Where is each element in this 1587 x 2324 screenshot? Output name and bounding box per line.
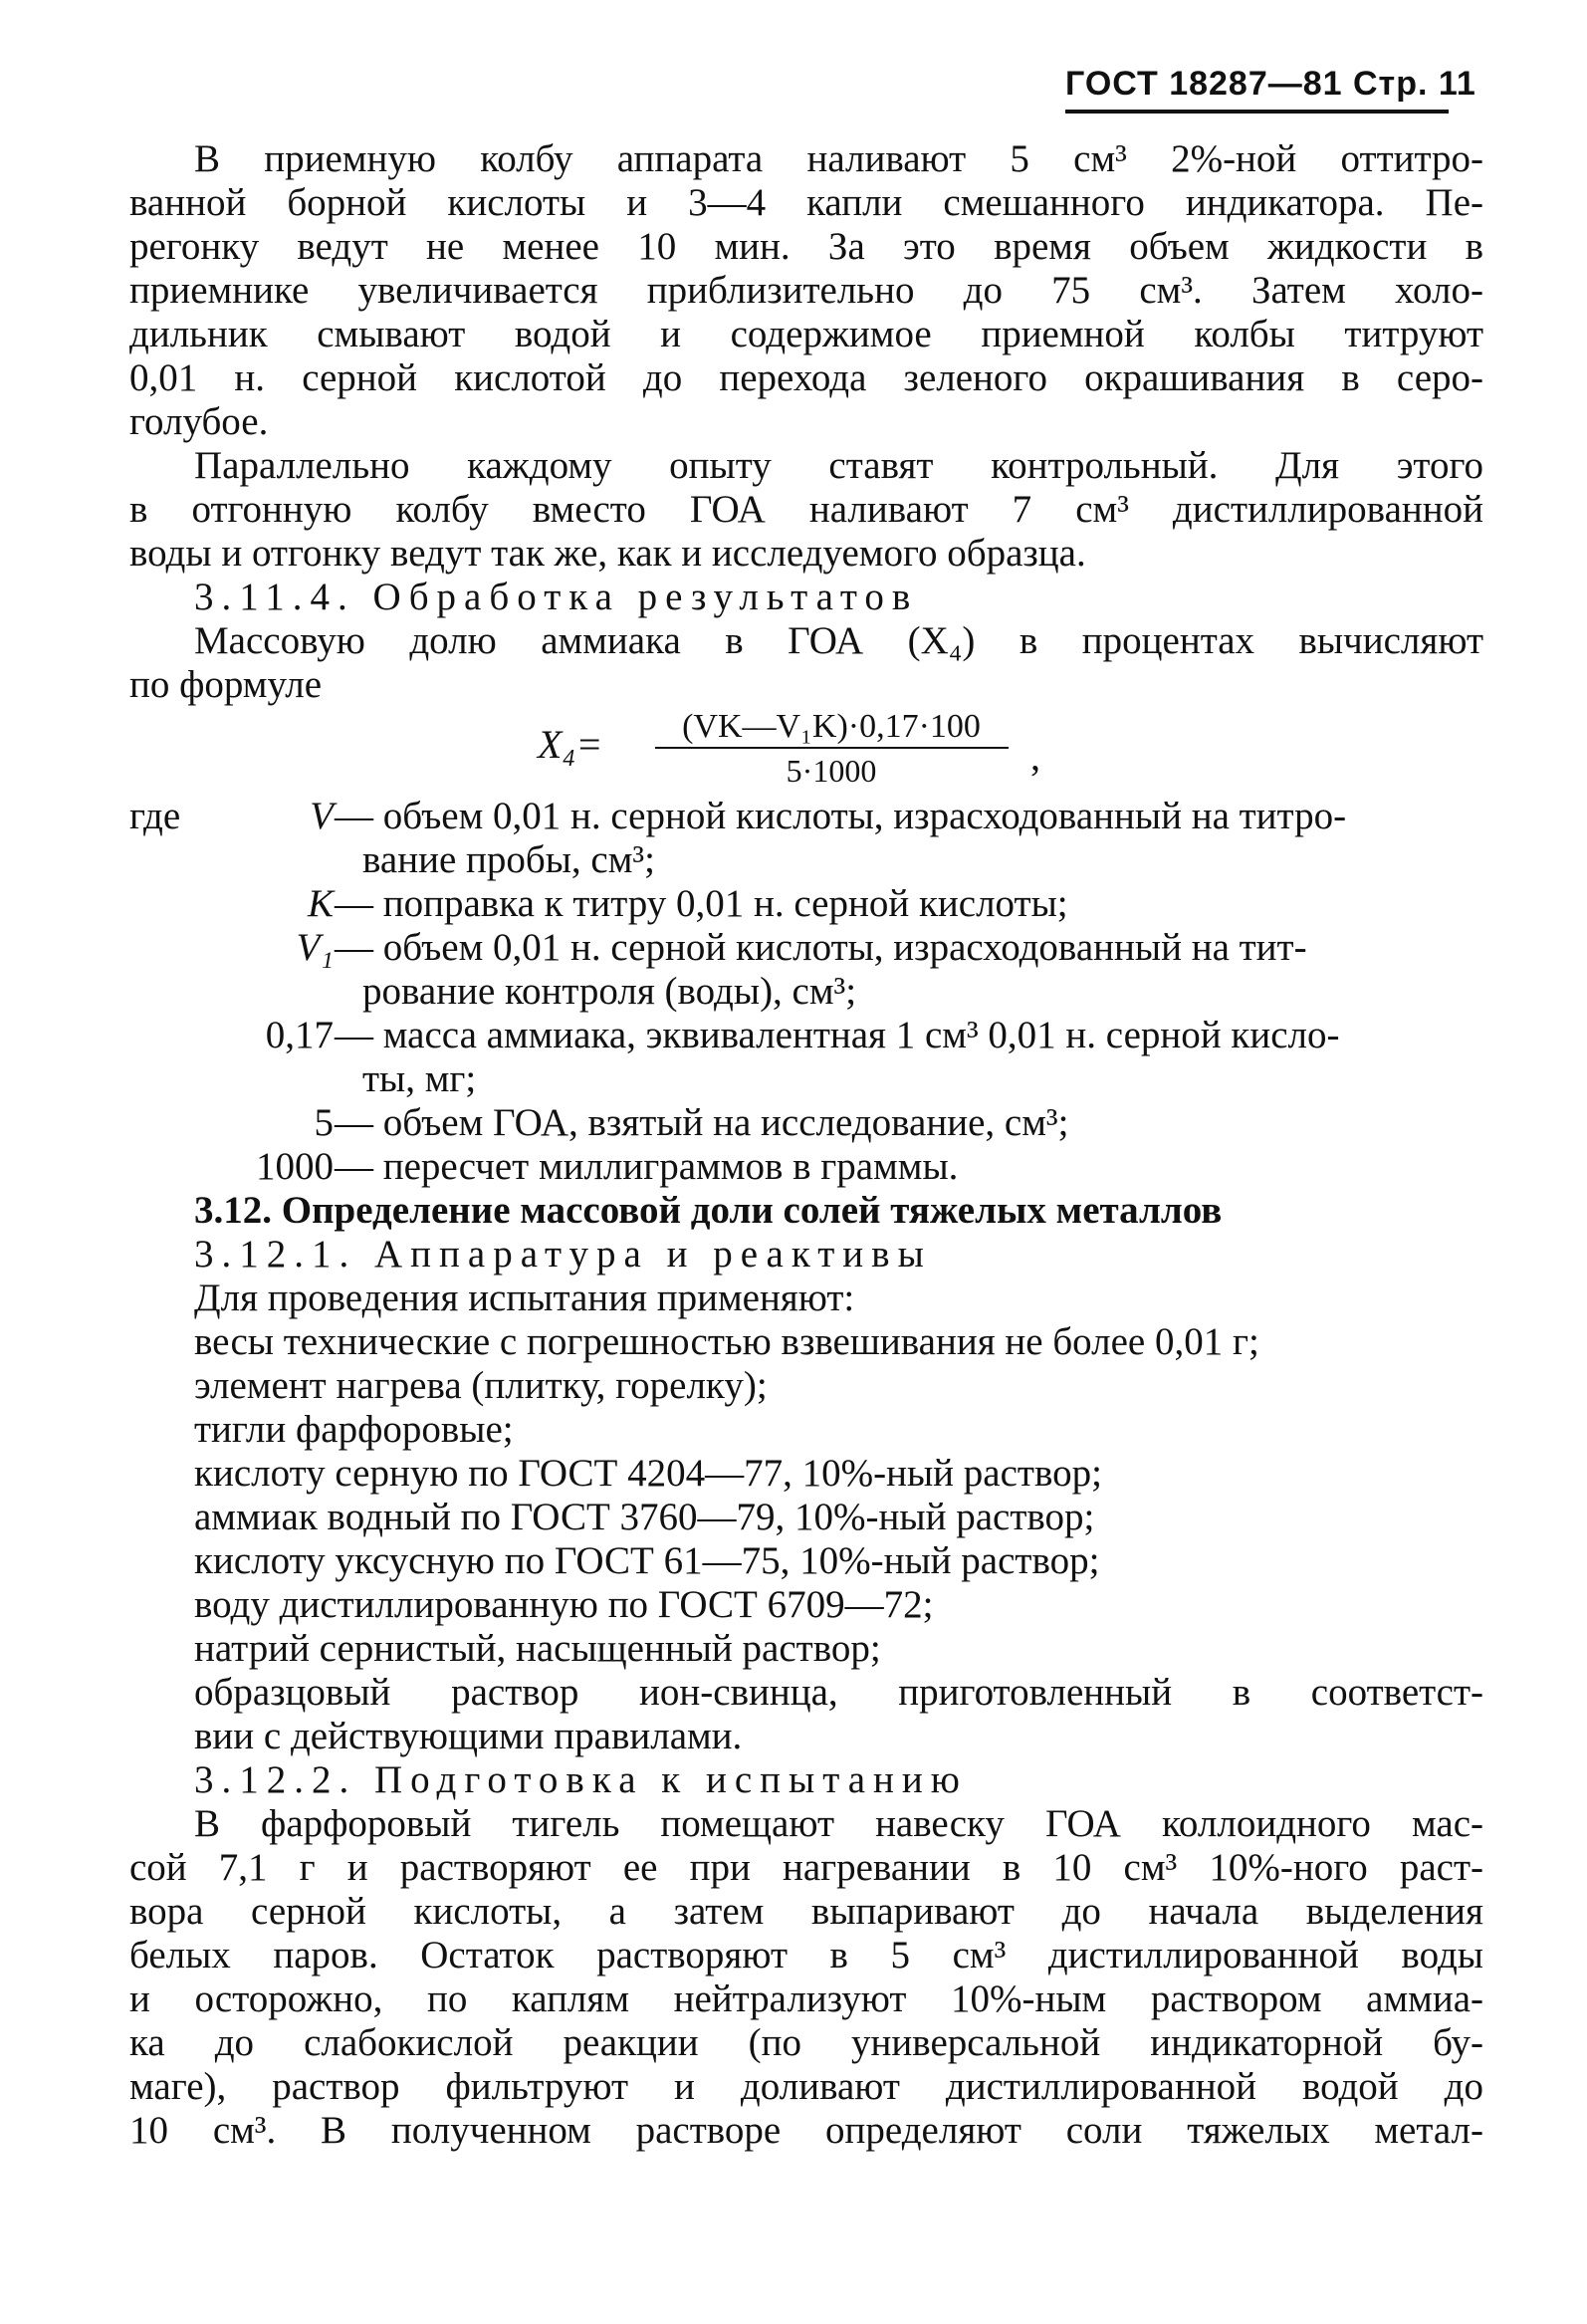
definition-term: K — [307, 882, 334, 925]
text-line: 0,01 н. серной кислотой до перехода зеленого окрашивания в серо- — [129, 356, 1483, 399]
text-line: В приемную колбу аппарата наливают 5 см³ 2%-ной оттитро- — [194, 137, 1483, 180]
definition-text: вание пробы, см³; — [362, 838, 655, 881]
section-heading: 3.12.2. Подготовка к испытанию — [194, 1758, 968, 1801]
section-3-12-2 — [129, 1758, 1483, 1802]
formula-numerator: (VK—V₁K)·0,17·100 — [682, 708, 981, 745]
definition-row — [129, 1145, 1483, 1189]
definition-term: V — [310, 795, 334, 837]
definition-text: ты, мг; — [362, 1057, 477, 1100]
list-item: воду дистиллированную по ГОСТ 6709—72; — [194, 1583, 934, 1626]
variable-definitions — [129, 795, 1483, 1189]
text-line: в отгонную колбу вместо ГОА наливают 7 см³ дистиллированной — [129, 488, 1483, 531]
text-line: регонку ведут не менее 10 мин. За это время объем жидкости в — [129, 225, 1483, 268]
paragraph-formula-intro — [129, 619, 1483, 707]
header-rule — [1065, 110, 1449, 114]
text-line: Параллельно каждому опыту ставят контрольный. Для этого — [194, 444, 1483, 487]
where-word: где — [129, 795, 181, 837]
list-item: натрий сернистый, насыщенный раствор; — [194, 1627, 881, 1670]
definition-term: 1000 — [256, 1145, 334, 1188]
formula-lhs: X₄= — [538, 722, 603, 767]
definition-term: 0,17 — [265, 1014, 334, 1056]
text-line: и осторожно, по каплям нейтрализуют 10%-ным раствором аммиа- — [129, 1977, 1483, 2020]
list-item: аммиак водный по ГОСТ 3760—79, 10%-ный раствор; — [194, 1496, 1095, 1538]
definition-row — [129, 838, 1483, 882]
definition-row — [129, 970, 1483, 1014]
definition-term: V₁ — [296, 926, 334, 969]
definition-text: — пересчет миллиграммов в граммы. — [335, 1145, 959, 1188]
list-item: образцовый раствор ион-свинца, приготовленный в соответст- — [194, 1671, 1483, 1714]
definition-row — [129, 1101, 1483, 1145]
definition-row — [129, 1057, 1483, 1101]
formula-denominator: 5·1000 — [786, 753, 877, 789]
paragraph-control-test — [129, 444, 1483, 576]
list-intro: Для проведения испытания применяют: — [194, 1277, 855, 1319]
text-line: В фарфоровый тигель помещают навеску ГОА коллоидного мас- — [194, 1802, 1483, 1845]
definition-row — [129, 1014, 1483, 1057]
definition-row — [129, 926, 1483, 970]
list-item: элемент нагрева (плитку, горелку); — [194, 1364, 768, 1407]
section-heading: 3.12. Определение массовой доли солей тяжелых металлов — [194, 1189, 1223, 1232]
definition-row — [129, 882, 1483, 926]
text-line: белых паров. Остаток растворяют в 5 см³ дистиллированной воды — [129, 1934, 1483, 1976]
list-item: тигли фарфоровые; — [194, 1408, 514, 1451]
text-line: голубое. — [129, 400, 269, 443]
text-line: 10 см³. В полученном растворе определяют соли тяжелых метал- — [129, 2109, 1483, 2152]
apparatus-list — [129, 1277, 1483, 1758]
definition-term: 5 — [314, 1101, 334, 1144]
section-heading: 3.11.4. Обработка результатов — [194, 576, 919, 618]
text-line: дильник смывают водой и содержимое приемной колбы титруют — [129, 313, 1483, 355]
text-line: ка до слабокислой реакции (по универсальной индикаторной бу- — [129, 2021, 1483, 2064]
list-item: весы технические с погрешностью взвешивания не более 0,01 г; — [194, 1320, 1259, 1363]
definition-text: — объем ГОА, взятый на исследование, см³; — [335, 1101, 1069, 1144]
definition-text: рование контроля (воды), см³; — [362, 970, 857, 1013]
section-3-11-4 — [129, 576, 1483, 619]
definition-text: — объем 0,01 н. серной кислоты, израсходованный на тит- — [335, 926, 1307, 969]
definition-text: — поправка к титру 0,01 н. серной кислоты; — [335, 882, 1068, 925]
definition-row — [129, 795, 1483, 838]
definition-text: — объем 0,01 н. серной кислоты, израсходованный на титро- — [335, 795, 1347, 837]
list-item: кислоту уксусную по ГОСТ 61—75, 10%-ный раствор; — [194, 1539, 1100, 1582]
text-line: сой 7,1 г и растворяют ее при нагревании в 10 см³ 10%-ного раст- — [129, 1846, 1483, 1889]
text-line: вора серной кислоты, а затем выпаривают до начала выделения — [129, 1890, 1483, 1933]
list-item: кислоту серную по ГОСТ 4204—77, 10%-ный раствор; — [194, 1452, 1102, 1495]
text-line: маге), раствор фильтруют и доливают дистиллированной водой до — [129, 2065, 1483, 2108]
paragraph-receiver-flask — [129, 137, 1483, 444]
text-line: ванной борной кислоты и 3—4 капли смешанного индикатора. Пе- — [129, 181, 1483, 224]
section-heading: 3.12.1. Аппаратура и реактивы — [194, 1233, 932, 1276]
text-line: по формуле — [129, 663, 323, 706]
paragraph-preparation — [129, 1802, 1483, 2153]
ammonia-formula — [538, 697, 1135, 787]
list-item: вии с действующими правилами. — [194, 1715, 743, 1757]
text-line: приемнике увеличивается приблизительно до 75 см³. Затем холо- — [129, 269, 1483, 312]
text-line: воды и отгонку ведут так же, как и исследуемого образца. — [129, 532, 1086, 575]
definition-text: — масса аммиака, эквивалентная 1 см³ 0,01 н. серной кисло- — [335, 1014, 1340, 1056]
page-header: ГОСТ 18287—81 Стр. 11 — [1065, 65, 1476, 103]
formula-comma: , — [1030, 734, 1040, 779]
text-line: Массовую долю аммиака в ГОА (X₄) в процентах вычисляют — [194, 619, 1483, 662]
section-3-12 — [129, 1189, 1483, 1233]
section-3-12-1 — [129, 1233, 1483, 1277]
